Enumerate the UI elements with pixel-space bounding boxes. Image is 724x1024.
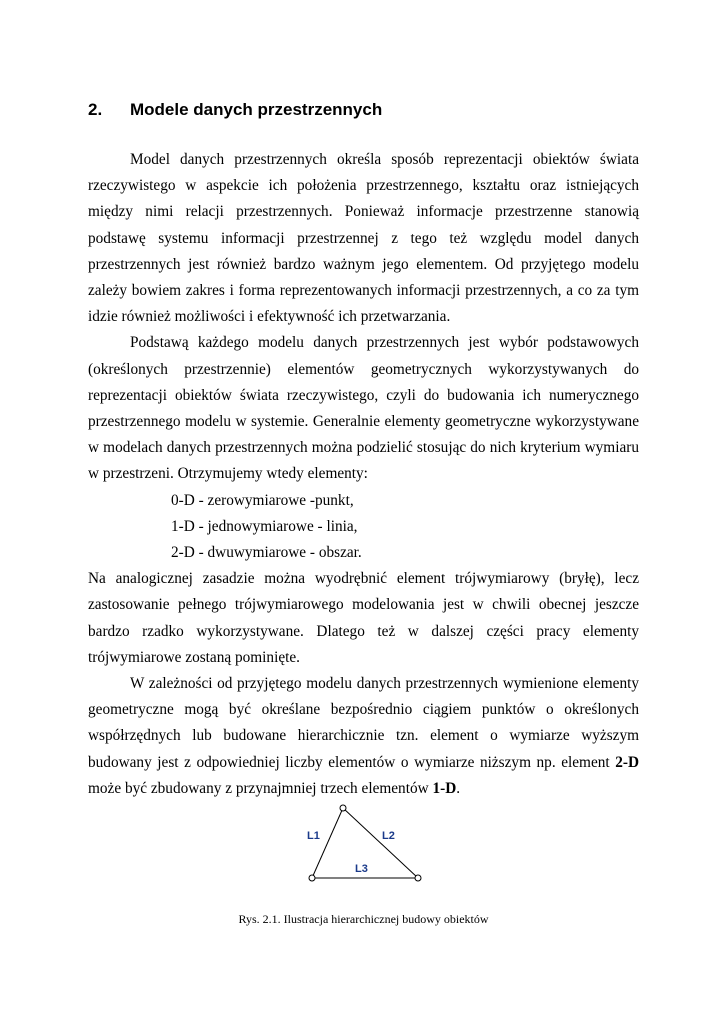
triangle-figure xyxy=(295,800,435,890)
label-l1: L1 xyxy=(307,830,320,842)
paragraph-1: Model danych przestrzennych określa sposób reprezentacji obiektów świata rzeczywistego w aspekcie ich położenia przestrzennego, kształtu oraz istniejących między nimi relacji przestrzennych. Ponieważ informacje przestrzenne stanowią podstawę systemu informacji przestrzennej z tego też względu model danych przestrzennych jest również bardzo ważnym jego elementem. Od przyjętego modelu zależy bowiem zakres i forma reprezentowanych informacji przestrzennych, a co za tym idzie również możliwości i efektywność ich przetwarzania. xyxy=(88,151,639,326)
paragraph-3: Na analogicznej zasadzie można wyodrębnić element trójwymiarowy (bryłę), lecz zastosowanie pełnego trójwymiarowego modelowania jest w chwili obecnej jeszcze bardzo rzadko wykorzystywane. Dlatego też w dalszej części pracy elementy trójwymiarowe zostaną pominięte. xyxy=(88,570,639,666)
paragraph-4-text-end: . xyxy=(456,779,461,797)
paragraph-4-text-mid: może być zbudowany z przynajmniej trzech elementów xyxy=(88,779,433,797)
list-item-0d: 0-D - zerowymiarowe -punkt, xyxy=(171,491,354,509)
edge-l1 xyxy=(312,808,343,878)
vertex-top xyxy=(340,805,346,811)
list-item-1d: 1-D - jednowymiarowe - linia, xyxy=(171,517,358,535)
list-item-2d: 2-D - dwuwymiarowe - obszar. xyxy=(171,544,362,562)
paragraph-4-text-start: W zależności od przyjętego modelu danych przestrzennych wymienione elementy geometryczne mogą być określane bezpośrednio ciągiem punktów o określonych współrzędnych lub budowane hierarchicznie tzn. element o wymiarze wyższym budowany jest z odpowiedniej liczby elementów o wymiarze niższym np. element xyxy=(88,675,639,771)
paragraph-4 xyxy=(88,671,639,802)
label-l2: L2 xyxy=(382,830,395,842)
vertex-bottom-left xyxy=(309,875,315,881)
body-text xyxy=(88,147,639,802)
label-l3: L3 xyxy=(355,863,368,875)
paragraph-2: Podstawą każdego modelu danych przestrzennych jest wybór podstawowych (określonych przestrzennie) elementów geometrycznych wykorzystywanych do reprezentacji obiektów świata rzeczywistego, czyli do budowania ich numerycznego przestrzennego modelu w systemie. Generalnie elementy geometryczne wykorzystywane w modelach danych przestrzennych można podzielić stosując do nich kryterium wymiaru w przestrzeni. Otrzymujemy wtedy elementy: xyxy=(88,334,639,483)
paragraph-4-bold-1d: 1-D xyxy=(432,779,457,797)
vertex-bottom-right xyxy=(415,875,421,881)
section-title: Modele danych przestrzennych xyxy=(130,100,383,119)
paragraph-4-bold-2d: 2-D xyxy=(615,753,639,771)
figure-caption: Rys. 2.1. Ilustracja hierarchicznej budowy obiektów xyxy=(238,912,489,926)
section-heading xyxy=(88,100,648,120)
section-number: 2. xyxy=(88,100,103,119)
